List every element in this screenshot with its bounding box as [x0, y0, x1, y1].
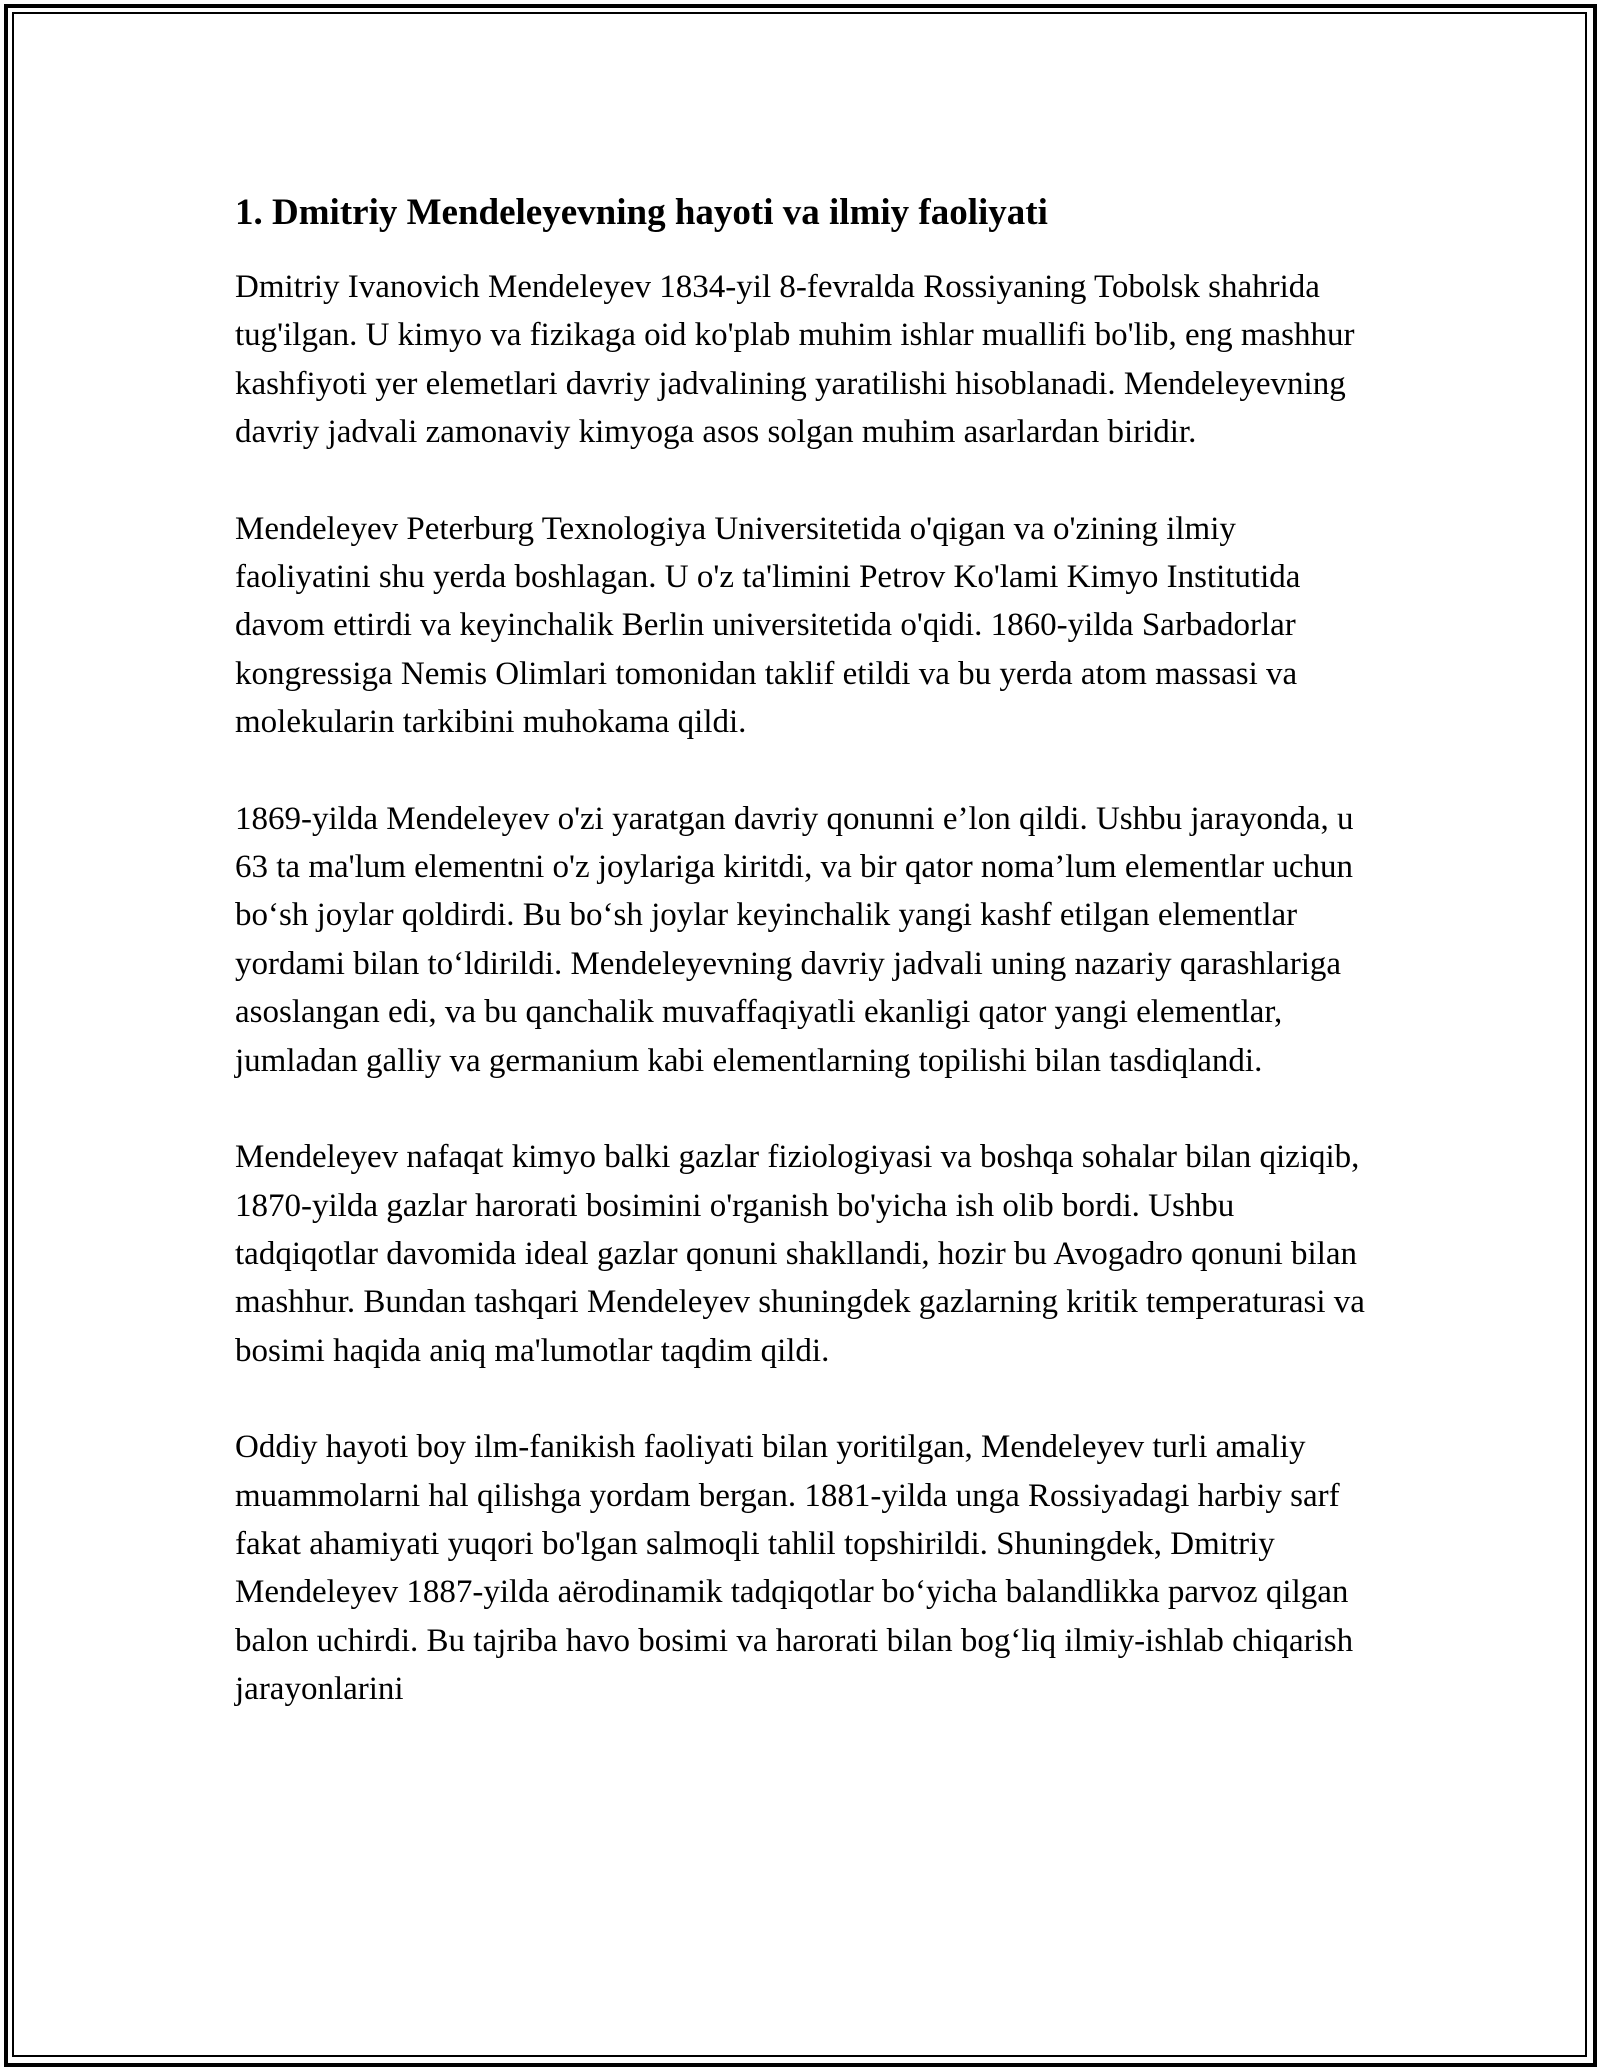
section-title: 1. Dmitriy Mendeleyevning hayoti va ilmiy faoliyati — [235, 192, 1048, 233]
paragraph-4: Mendeleyev nafaqat kimyo balki gazlar fiziologiyasi va boshqa sohalar bilan qiziqib, 1870-yilda gazlar harorati bosimini o'rganish bo'yicha ish olib bordi. Ushbu tadqiqotlar davomida ideal gazlar qonuni shakllandi, hozir bu Avogadro qonuni bilan mashhur. Bundan tashqari Mendeleyev shuningdek gazlarning kritik temperaturasi va bosimi haqida aniq ma'lumotlar taqdim qildi. — [235, 1139, 1365, 1369]
document-body — [235, 185, 1370, 1714]
paragraph-2: Mendeleyev Peterburg Texnologiya Universitetida o'qigan va o'zining ilmiy faoliyatini shu yerda boshlagan. U o'z ta'limini Petrov Ko'lami Kimyo Institutida davom ettirdi va keyinchalik Berlin universitetida o'qidi. 1860-yilda Sarbadorlar kongressiga Nemis Olimlari tomonidan taklif etildi va bu yerda atom massasi va molekularin tarkibini muhokama qildi. — [235, 510, 1301, 741]
paragraph-5: Oddiy hayoti boy ilm-fanikish faoliyati bilan yoritilgan, Mendeleyev turli amaliy muammolarni hal qilishga yordam bergan. 1881-yilda unga Rossiyadagi harbiy sarf fakat ahamiyati yuqori bo'lgan salmoqli tahlil topshirildi. Shuningdek, Dmitriy Mendeleyev 1887-yilda aërodinamik tadqiqotlar bo‘yicha balandlikka parvoz qilgan balon uchirdi. Bu tajriba havo bosimi va harorati bilan bog‘liq ilmiy-ishlab chiqarish jarayonlarini — [235, 1429, 1354, 1708]
paragraph-1: Dmitriy Ivanovich Mendeleyev 1834-yil 8-fevralda Rossiyaning Tobolsk shahrida tug'ilgan. U kimyo va fizikaga oid ko'plab muhim ishlar muallifi bo'lib, eng mashhur kashfiyoti yer elemetlari davriy jadvalining yaratilishi hisoblanadi. Mendeleyevning davriy jadvali zamonaviy kimyoga asos solgan muhim asarlardan biridir. — [235, 269, 1355, 451]
paragraph-3: 1869-yilda Mendeleyev o'zi yaratgan davriy qonunni e’lon qildi. Ushbu jarayonda, u 63 ta ma'lum elementni o'z joylariga kiritdi, va bir qator noma’lum elementlar uchun bo‘sh joylar qoldirdi. Bu bo‘sh joylar keyinchalik yangi kashf etilgan elementlar yordami bilan to‘ldirildi. Mendeleyevning davriy jadvali uning nazariy qarashlariga asoslangan edi, va bu qanchalik muvaffaqiyatli ekanligi qator yangi elementlar, jumladan galliy va germanium kabi elementlarning topilishi bilan tasdiqlandi. — [235, 800, 1354, 1079]
